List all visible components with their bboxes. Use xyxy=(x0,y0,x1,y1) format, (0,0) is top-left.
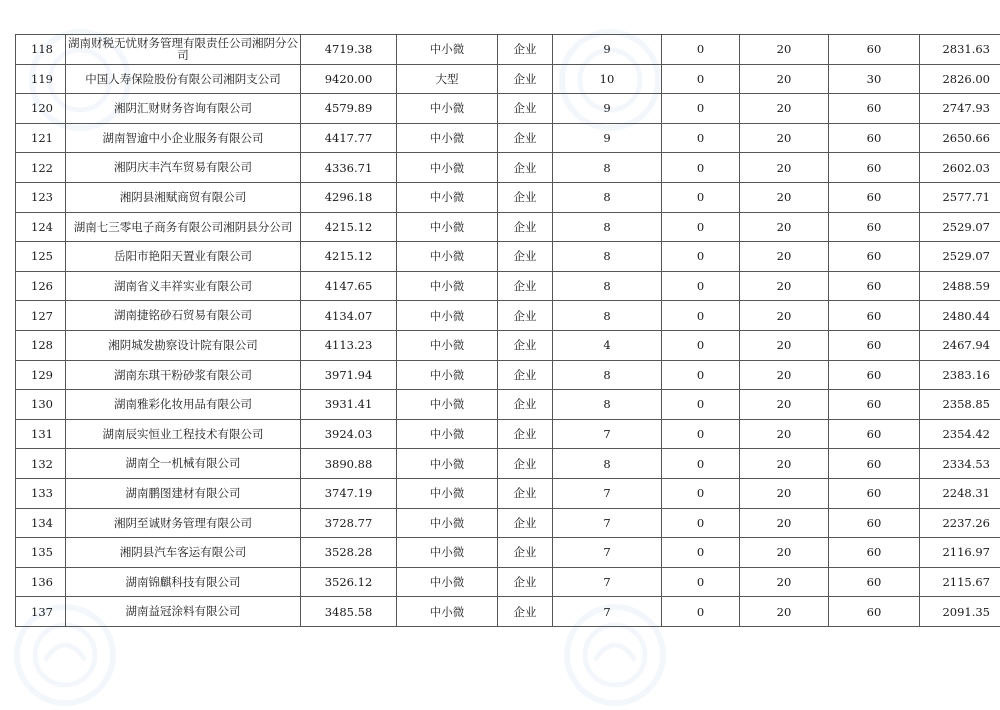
cell-company-name: 湖南锦麒科技有限公司 xyxy=(66,567,301,597)
cell-enterprise-size: 中小微 xyxy=(397,153,498,183)
cell-index: 129 xyxy=(16,360,66,390)
cell-index: 135 xyxy=(16,538,66,568)
cell-total-score: 2334.53 xyxy=(920,449,1000,479)
cell-total-score: 2831.63 xyxy=(920,35,1000,65)
cell-tax-amount: 4417.77 xyxy=(301,123,397,153)
cell-entity-type: 企业 xyxy=(498,538,553,568)
cell-tax-amount: 3890.88 xyxy=(301,449,397,479)
cell-score-a: 8 xyxy=(553,182,662,212)
cell-score-b: 0 xyxy=(662,419,740,449)
cell-score-c: 20 xyxy=(740,242,829,272)
cell-total-score: 2529.07 xyxy=(920,212,1000,242)
cell-score-b: 0 xyxy=(662,360,740,390)
cell-score-c: 20 xyxy=(740,360,829,390)
cell-entity-type: 企业 xyxy=(498,123,553,153)
ranking-table xyxy=(15,34,1000,627)
cell-index: 120 xyxy=(16,94,66,124)
cell-total-score: 2248.31 xyxy=(920,478,1000,508)
cell-enterprise-size: 中小微 xyxy=(397,271,498,301)
cell-score-a: 9 xyxy=(553,123,662,153)
cell-entity-type: 企业 xyxy=(498,508,553,538)
cell-enterprise-size: 中小微 xyxy=(397,567,498,597)
cell-enterprise-size: 中小微 xyxy=(397,449,498,479)
cell-score-d: 60 xyxy=(829,508,920,538)
cell-index: 119 xyxy=(16,64,66,94)
cell-index: 127 xyxy=(16,301,66,331)
cell-score-d: 60 xyxy=(829,94,920,124)
cell-index: 137 xyxy=(16,597,66,627)
cell-enterprise-size: 中小微 xyxy=(397,94,498,124)
cell-company-name: 湘阴庆丰汽车贸易有限公司 xyxy=(66,153,301,183)
cell-enterprise-size: 中小微 xyxy=(397,242,498,272)
cell-score-d: 60 xyxy=(829,212,920,242)
cell-score-d: 60 xyxy=(829,182,920,212)
cell-tax-amount: 9420.00 xyxy=(301,64,397,94)
cell-company-name: 岳阳市艳阳天置业有限公司 xyxy=(66,242,301,272)
cell-total-score: 2650.66 xyxy=(920,123,1000,153)
cell-entity-type: 企业 xyxy=(498,330,553,360)
cell-score-c: 20 xyxy=(740,123,829,153)
cell-enterprise-size: 中小微 xyxy=(397,390,498,420)
cell-total-score: 2116.97 xyxy=(920,538,1000,568)
cell-score-b: 0 xyxy=(662,597,740,627)
cell-company-name: 湖南财税无忧财务管理有限责任公司湘阴分公司 xyxy=(66,35,301,65)
cell-total-score: 2358.85 xyxy=(920,390,1000,420)
cell-score-b: 0 xyxy=(662,449,740,479)
cell-tax-amount: 3971.94 xyxy=(301,360,397,390)
table-row xyxy=(16,449,1000,479)
cell-score-b: 0 xyxy=(662,35,740,65)
cell-score-d: 60 xyxy=(829,330,920,360)
cell-company-name: 湘阴县汽车客运有限公司 xyxy=(66,538,301,568)
table-row xyxy=(16,242,1000,272)
cell-entity-type: 企业 xyxy=(498,271,553,301)
cell-score-a: 7 xyxy=(553,567,662,597)
cell-score-c: 20 xyxy=(740,271,829,301)
cell-enterprise-size: 中小微 xyxy=(397,419,498,449)
cell-tax-amount: 4296.18 xyxy=(301,182,397,212)
cell-tax-amount: 4147.65 xyxy=(301,271,397,301)
cell-index: 125 xyxy=(16,242,66,272)
cell-tax-amount: 4215.12 xyxy=(301,212,397,242)
cell-tax-amount: 3728.77 xyxy=(301,508,397,538)
cell-score-b: 0 xyxy=(662,242,740,272)
cell-score-b: 0 xyxy=(662,182,740,212)
table-row xyxy=(16,182,1000,212)
cell-company-name: 湘阴汇财财务咨询有限公司 xyxy=(66,94,301,124)
cell-enterprise-size: 中小微 xyxy=(397,597,498,627)
cell-index: 118 xyxy=(16,35,66,65)
cell-company-name: 湘阴至诚财务管理有限公司 xyxy=(66,508,301,538)
cell-enterprise-size: 中小微 xyxy=(397,538,498,568)
cell-score-c: 20 xyxy=(740,94,829,124)
cell-company-name: 湖南益冠涂料有限公司 xyxy=(66,597,301,627)
cell-index: 131 xyxy=(16,419,66,449)
cell-score-a: 7 xyxy=(553,419,662,449)
cell-index: 132 xyxy=(16,449,66,479)
table-row xyxy=(16,64,1000,94)
cell-score-b: 0 xyxy=(662,478,740,508)
cell-entity-type: 企业 xyxy=(498,390,553,420)
cell-enterprise-size: 大型 xyxy=(397,64,498,94)
cell-entity-type: 企业 xyxy=(498,212,553,242)
cell-company-name: 湖南辰实恒业工程技术有限公司 xyxy=(66,419,301,449)
table-row xyxy=(16,419,1000,449)
cell-company-name: 湖南鹏图建材有限公司 xyxy=(66,478,301,508)
cell-score-a: 8 xyxy=(553,449,662,479)
cell-score-c: 20 xyxy=(740,419,829,449)
cell-enterprise-size: 中小微 xyxy=(397,35,498,65)
cell-tax-amount: 3747.19 xyxy=(301,478,397,508)
cell-total-score: 2826.00 xyxy=(920,64,1000,94)
cell-entity-type: 企业 xyxy=(498,567,553,597)
cell-score-d: 60 xyxy=(829,538,920,568)
cell-score-d: 60 xyxy=(829,478,920,508)
cell-score-c: 20 xyxy=(740,330,829,360)
cell-score-a: 7 xyxy=(553,538,662,568)
cell-score-c: 20 xyxy=(740,301,829,331)
cell-tax-amount: 3528.28 xyxy=(301,538,397,568)
cell-score-d: 60 xyxy=(829,360,920,390)
cell-tax-amount: 3924.03 xyxy=(301,419,397,449)
cell-tax-amount: 4215.12 xyxy=(301,242,397,272)
cell-score-c: 20 xyxy=(740,64,829,94)
cell-score-b: 0 xyxy=(662,390,740,420)
cell-score-d: 60 xyxy=(829,390,920,420)
cell-index: 136 xyxy=(16,567,66,597)
cell-index: 123 xyxy=(16,182,66,212)
cell-score-d: 60 xyxy=(829,123,920,153)
cell-tax-amount: 4134.07 xyxy=(301,301,397,331)
cell-total-score: 2115.67 xyxy=(920,567,1000,597)
cell-entity-type: 企业 xyxy=(498,242,553,272)
cell-total-score: 2602.03 xyxy=(920,153,1000,183)
cell-score-d: 60 xyxy=(829,419,920,449)
cell-tax-amount: 4719.38 xyxy=(301,35,397,65)
table-row xyxy=(16,271,1000,301)
cell-company-name: 湖南雅彩化妆用品有限公司 xyxy=(66,390,301,420)
cell-score-b: 0 xyxy=(662,64,740,94)
cell-index: 121 xyxy=(16,123,66,153)
cell-company-name: 湖南智逾中小企业服务有限公司 xyxy=(66,123,301,153)
cell-score-d: 60 xyxy=(829,242,920,272)
cell-score-c: 20 xyxy=(740,478,829,508)
cell-score-a: 9 xyxy=(553,94,662,124)
cell-index: 124 xyxy=(16,212,66,242)
cell-score-a: 10 xyxy=(553,64,662,94)
table-row xyxy=(16,360,1000,390)
cell-index: 128 xyxy=(16,330,66,360)
cell-score-c: 20 xyxy=(740,449,829,479)
cell-score-b: 0 xyxy=(662,153,740,183)
cell-company-name: 中国人寿保险股份有限公司湘阴支公司 xyxy=(66,64,301,94)
cell-entity-type: 企业 xyxy=(498,597,553,627)
cell-tax-amount: 3485.58 xyxy=(301,597,397,627)
cell-index: 133 xyxy=(16,478,66,508)
cell-enterprise-size: 中小微 xyxy=(397,212,498,242)
cell-company-name: 湖南省义丰祥实业有限公司 xyxy=(66,271,301,301)
cell-tax-amount: 3526.12 xyxy=(301,567,397,597)
cell-score-a: 8 xyxy=(553,271,662,301)
cell-score-a: 8 xyxy=(553,212,662,242)
table-body xyxy=(16,35,1000,627)
cell-score-a: 7 xyxy=(553,508,662,538)
table-row xyxy=(16,330,1000,360)
cell-total-score: 2529.07 xyxy=(920,242,1000,272)
cell-score-a: 8 xyxy=(553,242,662,272)
cell-score-a: 4 xyxy=(553,330,662,360)
cell-score-b: 0 xyxy=(662,567,740,597)
cell-enterprise-size: 中小微 xyxy=(397,123,498,153)
cell-entity-type: 企业 xyxy=(498,301,553,331)
cell-score-d: 60 xyxy=(829,567,920,597)
table-row xyxy=(16,153,1000,183)
cell-score-c: 20 xyxy=(740,538,829,568)
cell-index: 130 xyxy=(16,390,66,420)
table-row xyxy=(16,212,1000,242)
cell-tax-amount: 4336.71 xyxy=(301,153,397,183)
cell-score-c: 20 xyxy=(740,508,829,538)
cell-entity-type: 企业 xyxy=(498,478,553,508)
cell-company-name: 湖南东琪干粉砂浆有限公司 xyxy=(66,360,301,390)
cell-score-a: 7 xyxy=(553,597,662,627)
cell-score-c: 20 xyxy=(740,390,829,420)
cell-score-a: 9 xyxy=(553,35,662,65)
cell-entity-type: 企业 xyxy=(498,182,553,212)
cell-score-a: 8 xyxy=(553,153,662,183)
table-row xyxy=(16,301,1000,331)
cell-entity-type: 企业 xyxy=(498,360,553,390)
table-row xyxy=(16,597,1000,627)
cell-score-d: 60 xyxy=(829,271,920,301)
cell-score-a: 8 xyxy=(553,390,662,420)
table-row xyxy=(16,508,1000,538)
cell-total-score: 2383.16 xyxy=(920,360,1000,390)
cell-company-name: 湖南仝一机械有限公司 xyxy=(66,449,301,479)
cell-score-b: 0 xyxy=(662,94,740,124)
cell-index: 122 xyxy=(16,153,66,183)
cell-enterprise-size: 中小微 xyxy=(397,301,498,331)
cell-score-b: 0 xyxy=(662,271,740,301)
cell-score-a: 8 xyxy=(553,301,662,331)
table-row xyxy=(16,478,1000,508)
cell-score-b: 0 xyxy=(662,212,740,242)
cell-total-score: 2237.26 xyxy=(920,508,1000,538)
cell-total-score: 2480.44 xyxy=(920,301,1000,331)
cell-enterprise-size: 中小微 xyxy=(397,478,498,508)
table-row xyxy=(16,35,1000,65)
cell-score-c: 20 xyxy=(740,35,829,65)
cell-score-d: 60 xyxy=(829,153,920,183)
cell-enterprise-size: 中小微 xyxy=(397,508,498,538)
cell-score-b: 0 xyxy=(662,123,740,153)
cell-total-score: 2091.35 xyxy=(920,597,1000,627)
cell-index: 126 xyxy=(16,271,66,301)
cell-score-c: 20 xyxy=(740,153,829,183)
cell-company-name: 湖南捷铭砂石贸易有限公司 xyxy=(66,301,301,331)
table-row xyxy=(16,390,1000,420)
cell-score-b: 0 xyxy=(662,508,740,538)
cell-company-name: 湘阴县湘赋商贸有限公司 xyxy=(66,182,301,212)
cell-tax-amount: 3931.41 xyxy=(301,390,397,420)
cell-total-score: 2747.93 xyxy=(920,94,1000,124)
cell-entity-type: 企业 xyxy=(498,64,553,94)
cell-entity-type: 企业 xyxy=(498,153,553,183)
cell-score-b: 0 xyxy=(662,330,740,360)
cell-total-score: 2577.71 xyxy=(920,182,1000,212)
cell-score-c: 20 xyxy=(740,212,829,242)
cell-score-d: 60 xyxy=(829,35,920,65)
cell-score-d: 60 xyxy=(829,597,920,627)
cell-total-score: 2488.59 xyxy=(920,271,1000,301)
cell-entity-type: 企业 xyxy=(498,94,553,124)
cell-score-d: 30 xyxy=(829,64,920,94)
table-row xyxy=(16,123,1000,153)
cell-score-d: 60 xyxy=(829,301,920,331)
cell-company-name: 湖南七三零电子商务有限公司湘阴县分公司 xyxy=(66,212,301,242)
cell-score-c: 20 xyxy=(740,182,829,212)
cell-entity-type: 企业 xyxy=(498,449,553,479)
cell-entity-type: 企业 xyxy=(498,419,553,449)
cell-score-a: 7 xyxy=(553,478,662,508)
cell-tax-amount: 4113.23 xyxy=(301,330,397,360)
cell-company-name: 湘阴城发勘察设计院有限公司 xyxy=(66,330,301,360)
table-row xyxy=(16,567,1000,597)
cell-score-a: 8 xyxy=(553,360,662,390)
cell-score-c: 20 xyxy=(740,597,829,627)
cell-index: 134 xyxy=(16,508,66,538)
cell-score-d: 60 xyxy=(829,449,920,479)
cell-total-score: 2354.42 xyxy=(920,419,1000,449)
table-row xyxy=(16,94,1000,124)
cell-enterprise-size: 中小微 xyxy=(397,182,498,212)
cell-tax-amount: 4579.89 xyxy=(301,94,397,124)
cell-total-score: 2467.94 xyxy=(920,330,1000,360)
cell-enterprise-size: 中小微 xyxy=(397,330,498,360)
cell-entity-type: 企业 xyxy=(498,35,553,65)
cell-score-c: 20 xyxy=(740,567,829,597)
cell-score-b: 0 xyxy=(662,538,740,568)
cell-enterprise-size: 中小微 xyxy=(397,360,498,390)
table-row xyxy=(16,538,1000,568)
cell-score-b: 0 xyxy=(662,301,740,331)
